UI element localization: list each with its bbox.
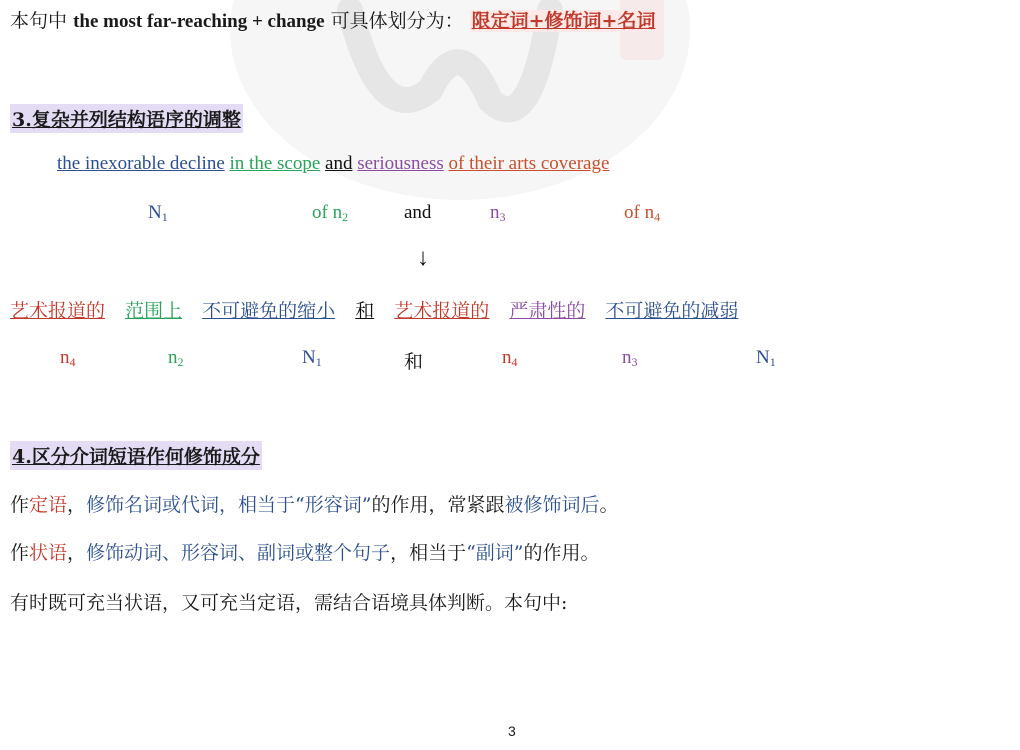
- label-n3: $n_3$: [490, 202, 506, 224]
- label-of-n2: of $n_2$: [312, 202, 349, 224]
- down-arrow-icon: ↓: [417, 245, 429, 271]
- zh-label-1: $n_4$: [60, 347, 76, 369]
- zh-label-6: $n_3$: [622, 347, 638, 369]
- zh-part-6: 严肃性的: [509, 300, 586, 322]
- zh-part-7: 不可避免的减弱: [605, 300, 739, 322]
- zh-part-1: 艺术报道的: [10, 300, 106, 322]
- english-phrase: [57, 153, 609, 175]
- intro-highlight: 限定词+修饰词+名词: [471, 10, 656, 32]
- label-of-n4: of $n_4$: [624, 202, 661, 224]
- label-N1: $N_1$: [148, 202, 168, 224]
- intro-prefix: 本句中: [10, 10, 68, 32]
- zh-label-4: 和: [404, 352, 424, 373]
- label-and: and: [404, 202, 432, 223]
- intro-middle: 可具体划分为：: [330, 10, 464, 32]
- chinese-translation: [10, 296, 752, 323]
- english-part-and: and: [325, 153, 353, 174]
- section3-heading: 3.复杂并列结构语序的调整: [10, 104, 243, 133]
- zh-part-4: 和: [355, 300, 375, 322]
- zh-part-2: 范围上: [125, 300, 183, 322]
- zh-part-5: 艺术报道的: [394, 300, 490, 322]
- paragraph-attributive: 作定语，修饰名词或代词，相当于“形容词”的作用，常紧跟被修饰词后。: [10, 494, 619, 516]
- english-part-coverage: of their arts coverage: [448, 153, 610, 174]
- english-part-seriousness: seriousness: [357, 153, 444, 174]
- intro-phrase: the most far-reaching + change: [73, 11, 325, 32]
- zh-part-3: 不可避免的缩小: [202, 300, 336, 322]
- paragraph-adverbial: 作状语，修饰动词、形容词、副词或整个句子，相当于“副词”的作用。: [10, 542, 600, 564]
- zh-label-5: $n_4$: [502, 347, 518, 369]
- zh-label-7: $N_1$: [756, 347, 776, 369]
- zh-label-2: $n_2$: [168, 347, 184, 369]
- english-part-decline: the inexorable decline: [57, 153, 225, 174]
- page-number: 3: [508, 723, 516, 739]
- zh-label-3: $N_1$: [302, 347, 322, 369]
- intro-line: [10, 6, 657, 33]
- paragraph-note: 有时既可充当状语，又可充当定语，需结合语境具体判断。本句中:: [10, 592, 568, 614]
- english-part-scope: in the scope: [229, 153, 321, 174]
- section4-heading: 4.区分介词短语作何修饰成分: [10, 441, 262, 470]
